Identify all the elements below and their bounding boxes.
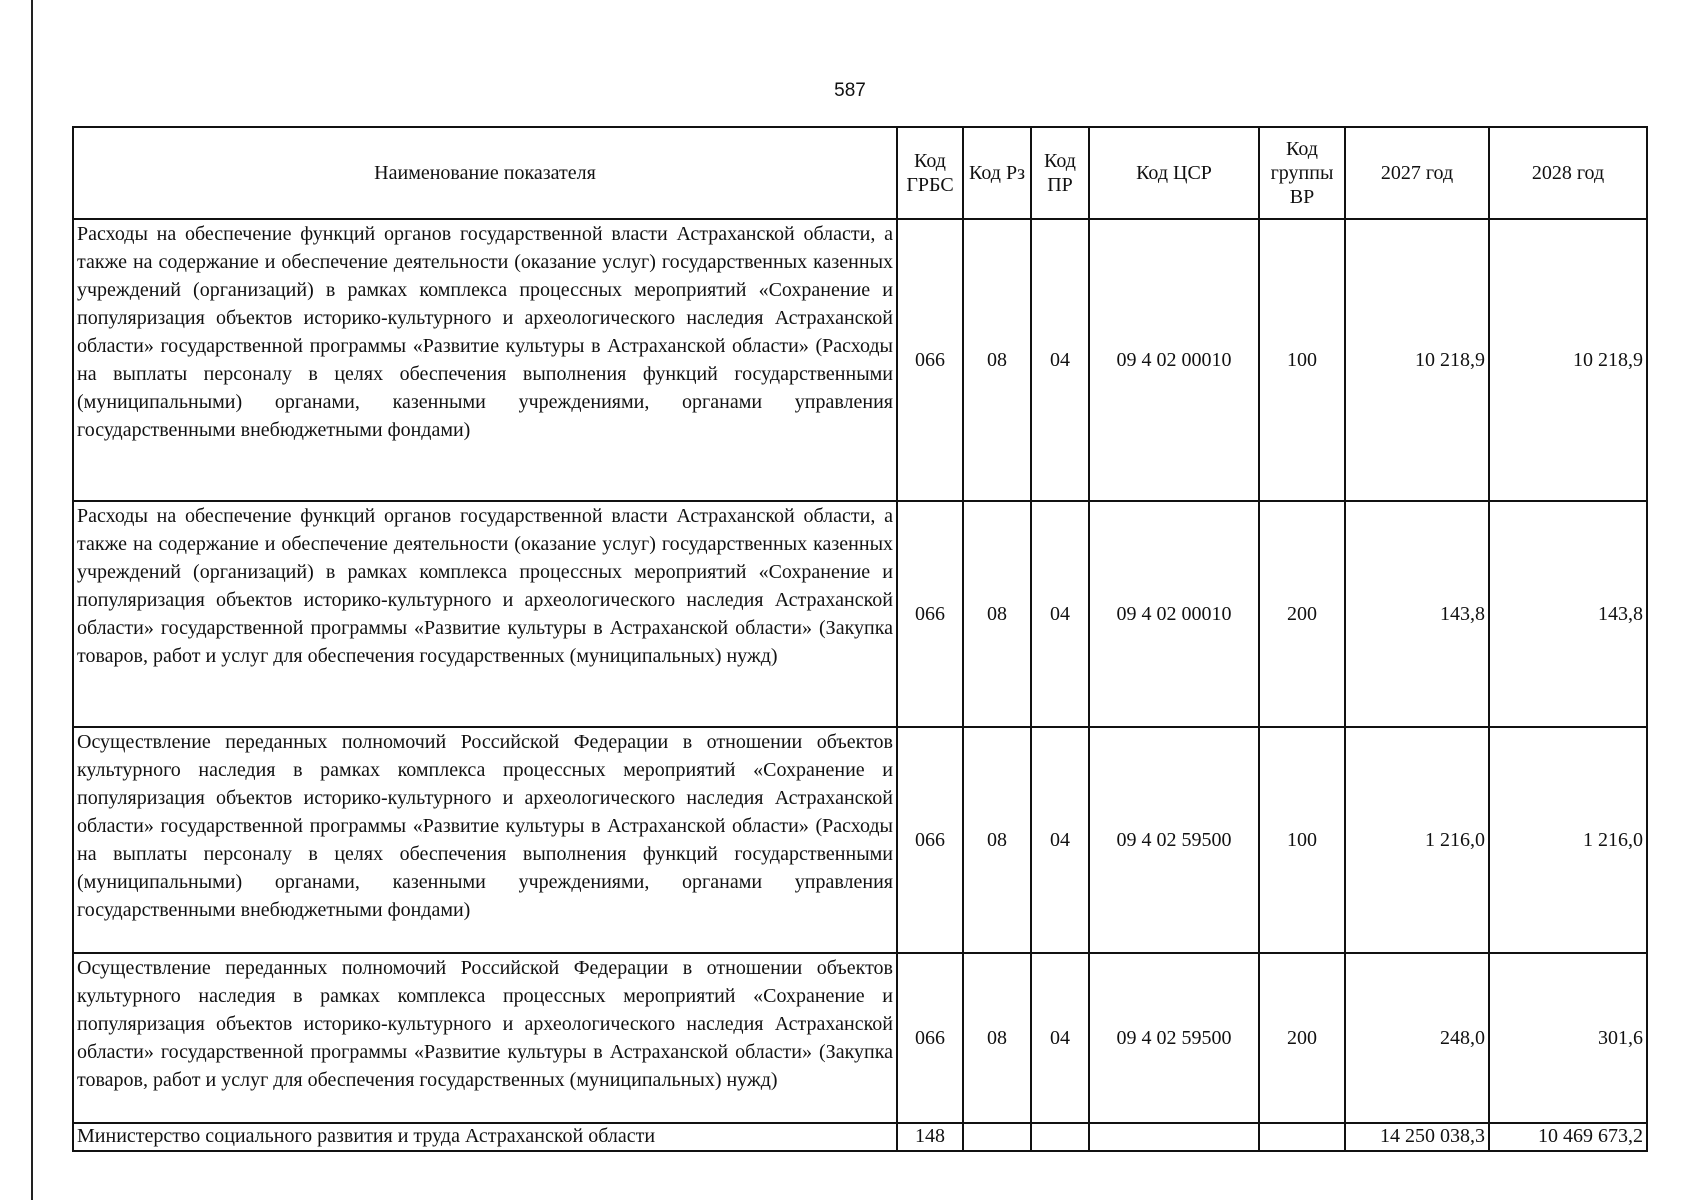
row-2027: 248,0 <box>1345 953 1489 1123</box>
row-csr: 09 4 02 00010 <box>1089 501 1259 727</box>
table-row <box>73 727 1647 953</box>
row-rz: 08 <box>963 501 1031 727</box>
row-pr: 04 <box>1031 953 1089 1123</box>
row-2028: 301,6 <box>1489 953 1647 1123</box>
row-name: Осуществление переданных полномочий Российской Федерации в отношении объектов культурного наследия в рамках комплекса процессных мероприятий «Сохранение и популяризация объектов историко-культурного и археологического наследия Астраханской области» государственной программы «Развитие культуры в Астраханской области» (Расходы на выплаты персоналу в целях обеспечения выполнения функций государственными (муниципальными) органами, казенными учреждениями, органами управления государственными внебюджетными фондами) <box>73 727 897 953</box>
header-2027: 2027 год <box>1345 127 1489 219</box>
header-rz: Код Рз <box>963 127 1031 219</box>
row-2028: 143,8 <box>1489 501 1647 727</box>
row-csr: 09 4 02 00010 <box>1089 219 1259 501</box>
row-pr <box>1031 1123 1089 1151</box>
row-2027: 14 250 038,3 <box>1345 1123 1489 1151</box>
row-2027: 1 216,0 <box>1345 727 1489 953</box>
budget-table <box>72 126 1648 1152</box>
header-csr: Код ЦСР <box>1089 127 1259 219</box>
row-vr <box>1259 1123 1345 1151</box>
header-pr: Код ПР <box>1031 127 1089 219</box>
row-vr: 100 <box>1259 727 1345 953</box>
row-2028: 10 469 673,2 <box>1489 1123 1647 1151</box>
row-vr: 200 <box>1259 953 1345 1123</box>
row-csr: 09 4 02 59500 <box>1089 953 1259 1123</box>
header-vr: Код группы ВР <box>1259 127 1345 219</box>
header-name: Наименование показателя <box>73 127 897 219</box>
row-grbs: 066 <box>897 219 963 501</box>
row-name: Осуществление переданных полномочий Российской Федерации в отношении объектов культурного наследия в рамках комплекса процессных мероприятий «Сохранение и популяризация объектов историко-культурного и археологического наследия Астраханской области» государственной программы «Развитие культуры в Астраханской области» (Закупка товаров, работ и услуг для обеспечения государственных (муниципальных) нужд) <box>73 953 897 1123</box>
table-row <box>73 501 1647 727</box>
row-grbs: 066 <box>897 501 963 727</box>
row-rz: 08 <box>963 953 1031 1123</box>
table-header-row <box>73 127 1647 219</box>
row-grbs: 066 <box>897 727 963 953</box>
row-pr: 04 <box>1031 501 1089 727</box>
row-csr: 09 4 02 59500 <box>1089 727 1259 953</box>
page-left-edge-line <box>31 0 33 1200</box>
row-vr: 100 <box>1259 219 1345 501</box>
row-rz <box>963 1123 1031 1151</box>
row-2028: 10 218,9 <box>1489 219 1647 501</box>
row-rz: 08 <box>963 219 1031 501</box>
page-number: 587 <box>834 80 866 101</box>
row-name: Расходы на обеспечение функций органов государственной власти Астраханской области, а также на содержание и обеспечение деятельности (оказание услуг) государственных казенных учреждений (организаций) в рамках комплекса процессных мероприятий «Сохранение и популяризация объектов историко-культурного и археологического наследия Астраханской области» государственной программы «Развитие культуры в Астраханской области» (Расходы на выплаты персоналу в целях обеспечения выполнения функций государственными (муниципальными) органами, казенными учреждениями, органами управления государственными внебюджетными фондами) <box>73 219 897 501</box>
row-2027: 143,8 <box>1345 501 1489 727</box>
row-vr: 200 <box>1259 501 1345 727</box>
row-name: Расходы на обеспечение функций органов государственной власти Астраханской области, а также на содержание и обеспечение деятельности (оказание услуг) государственных казенных учреждений (организаций) в рамках комплекса процессных мероприятий «Сохранение и популяризация объектов историко-культурного и археологического наследия Астраханской области» государственной программы «Развитие культуры в Астраханской области» (Закупка товаров, работ и услуг для обеспечения государственных (муниципальных) нужд) <box>73 501 897 727</box>
row-grbs: 066 <box>897 953 963 1123</box>
table-row <box>73 219 1647 501</box>
table-row <box>73 953 1647 1123</box>
row-rz: 08 <box>963 727 1031 953</box>
table-row-total <box>73 1123 1647 1151</box>
header-2028: 2028 год <box>1489 127 1647 219</box>
row-name: Министерство социального развития и труда Астраханской области <box>73 1123 897 1151</box>
row-2027: 10 218,9 <box>1345 219 1489 501</box>
row-grbs: 148 <box>897 1123 963 1151</box>
row-pr: 04 <box>1031 727 1089 953</box>
row-pr: 04 <box>1031 219 1089 501</box>
row-csr <box>1089 1123 1259 1151</box>
row-2028: 1 216,0 <box>1489 727 1647 953</box>
header-grbs: Код ГРБС <box>897 127 963 219</box>
